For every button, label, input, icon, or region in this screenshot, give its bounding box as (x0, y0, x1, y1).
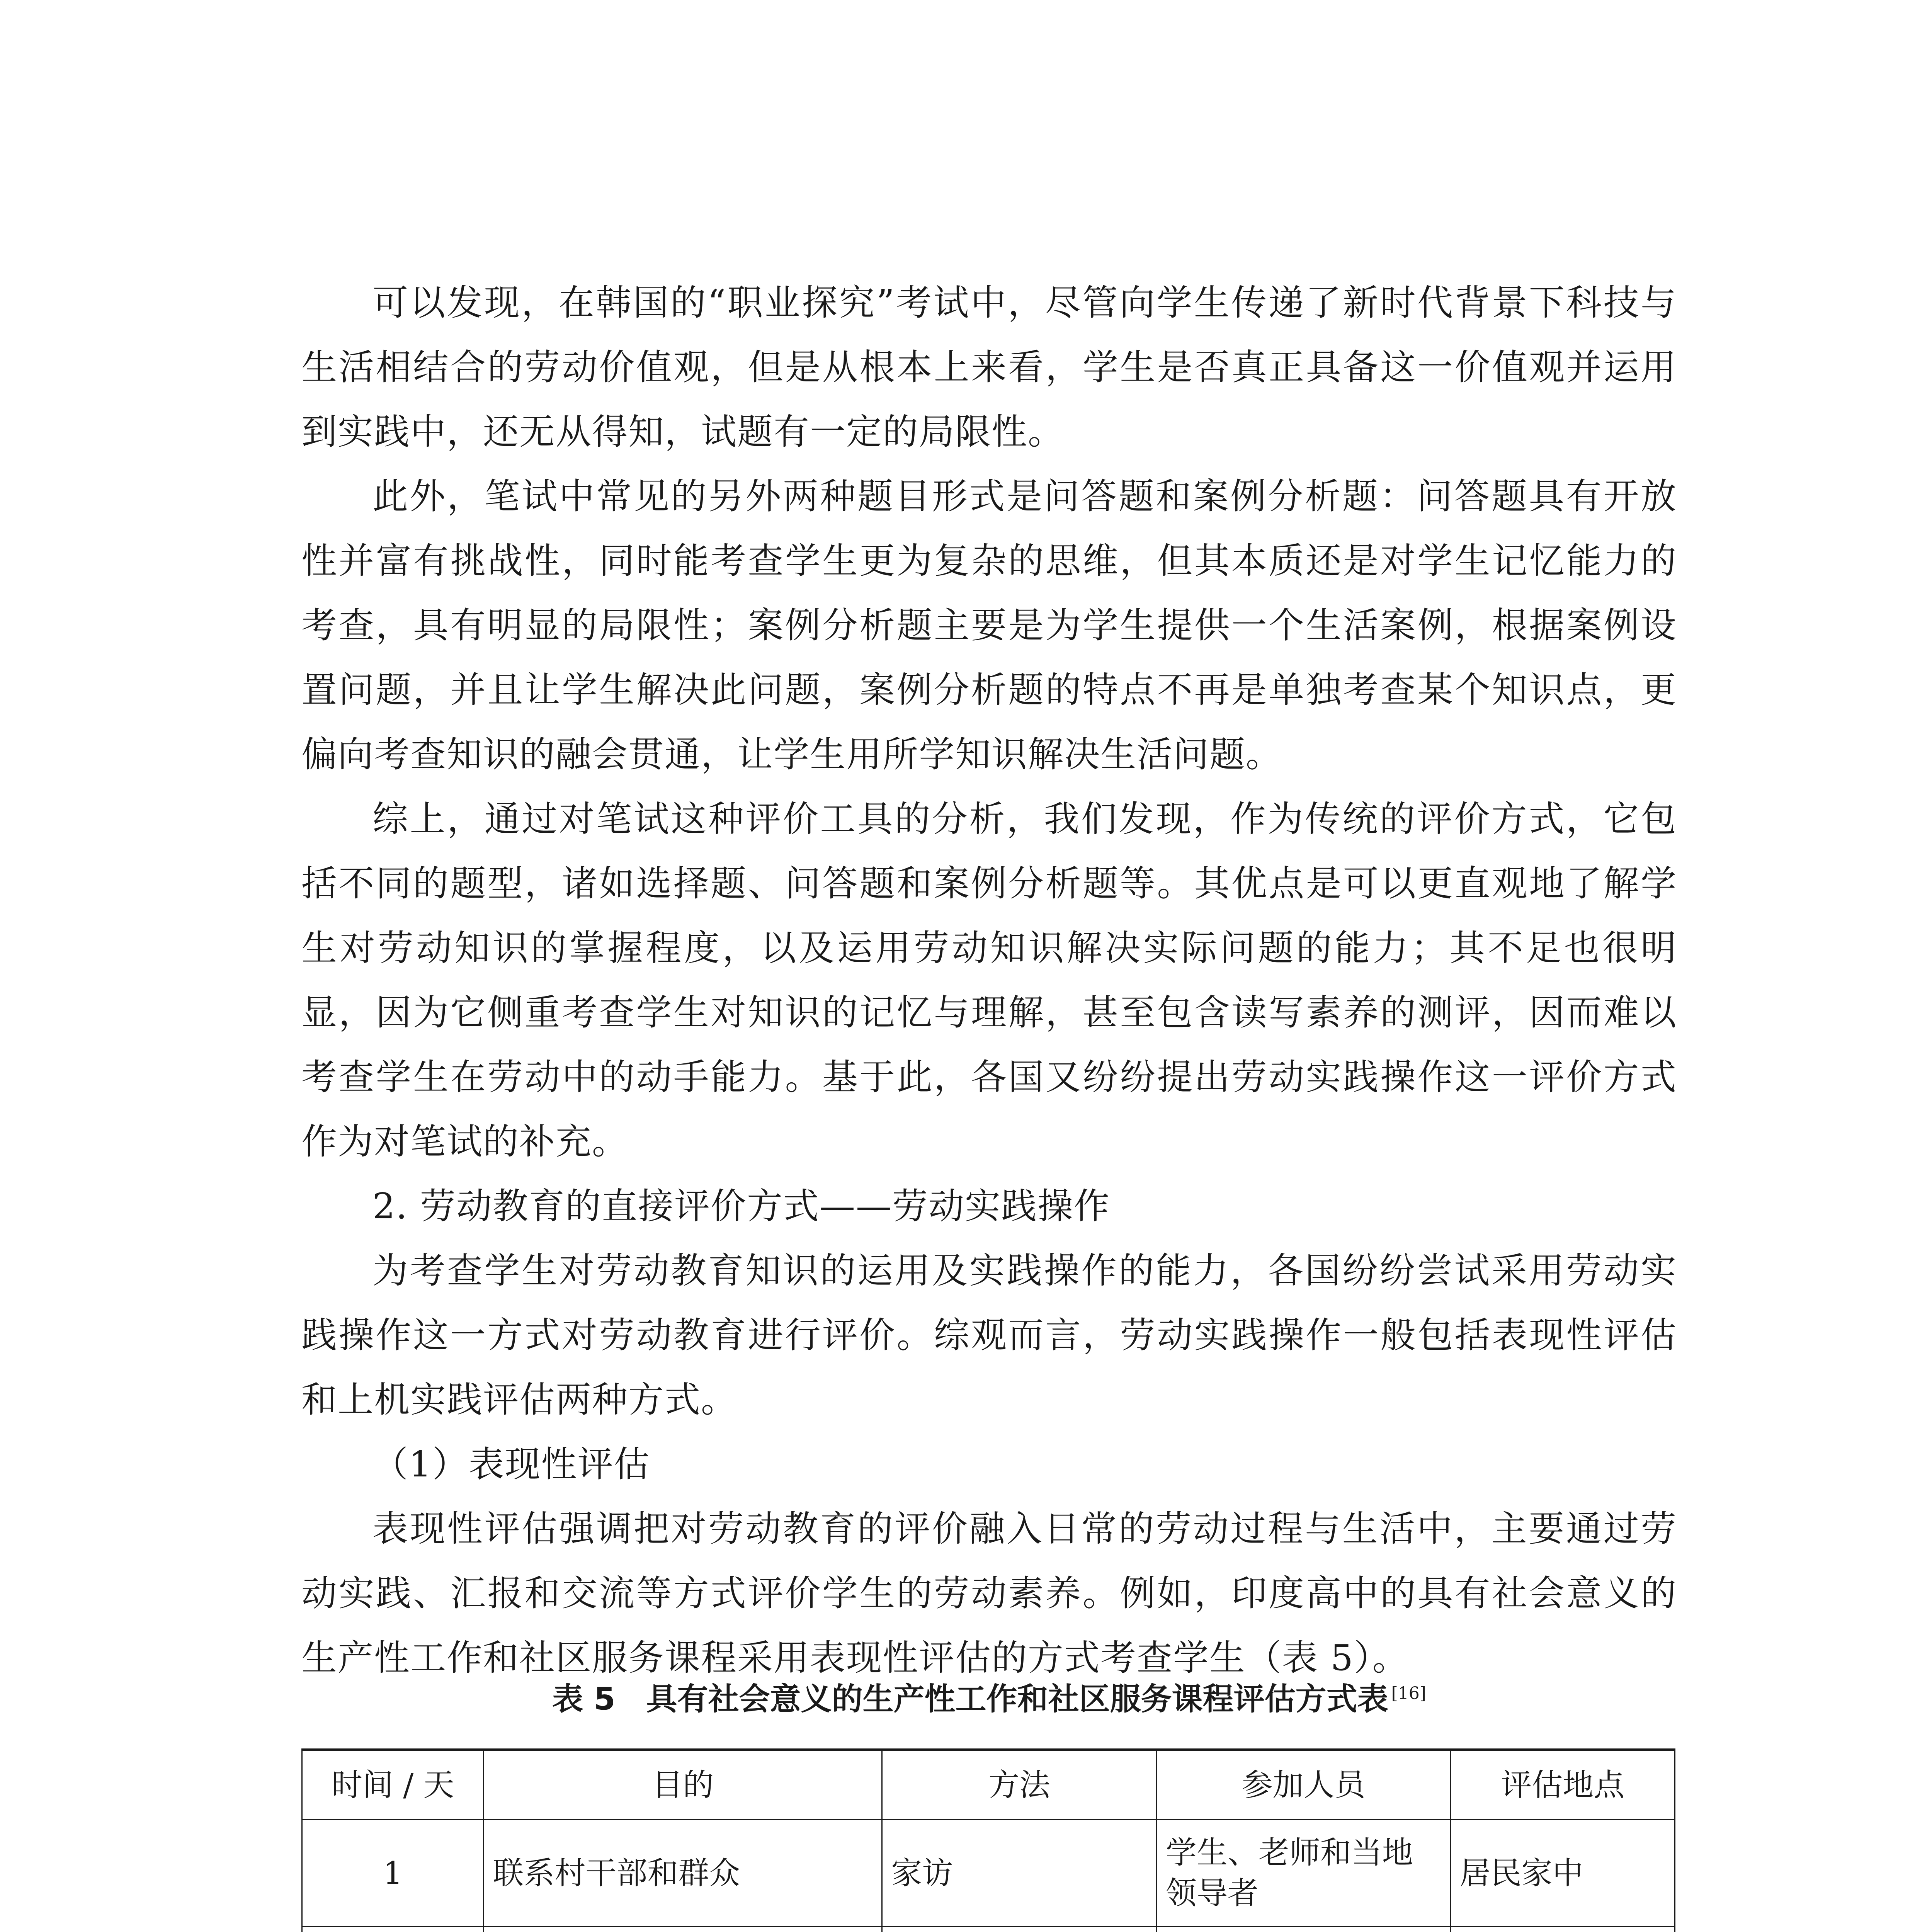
table-caption (301, 1672, 1677, 1721)
header-people: 参加人员 (1156, 1750, 1451, 1820)
header-day: 时间 / 天 (302, 1750, 484, 1820)
paragraph-1: 可以发现，在韩国的“职业探究”考试中，尽管向学生传递了新时代背景下科技与生活相结合的劳动价值观，但是从根本上来看，学生是否真正具备这一价值观并运用到实践中，还无从得知，试题有一定的局限性。 (301, 282, 1677, 452)
paragraph-2: 此外，笔试中常见的另外两种题目形式是问答题和案例分析题：问答题具有开放性并富有挑战性，同时能考查学生更为复杂的思维，但其本质还是对学生记忆能力的考查，具有明显的局限性；案例分析题主要是为学生提供一个生活案例，根据案例设置问题，并且让学生解决此问题，案例分析题的特点不再是单独考查某个知识点，更偏向考查知识的融会贯通，让学生用所学知识解决生活问题。 (301, 476, 1677, 775)
paragraph-5: 表现性评估强调把对劳动教育的评价融入日常的劳动过程与生活中，主要通过劳动实践、汇报和交流等方式评价学生的劳动素养。例如，印度高中的具有社会意义的生产性工作和社区服务课程采用表现性评估的方式考查学生（表 5）。 (301, 1508, 1677, 1679)
cell-purpose (484, 1927, 882, 1932)
section-heading-direct-evaluation: 2. 劳动教育的直接评价方式——劳动实践操作 (372, 1185, 1111, 1227)
paragraph-4: 为考查学生对劳动教育知识的运用及实践操作的能力，各国纷纷尝试采用劳动实践操作这一方式对劳动教育进行评价。综观而言，劳动实践操作一般包括表现性评估和上机实践评估两种方式。 (301, 1250, 1677, 1420)
header-place: 评估地点 (1451, 1750, 1675, 1820)
table-caption-text: 表 5 具有社会意义的生产性工作和社区服务课程评估方式表 (552, 1681, 1388, 1717)
body-text (301, 270, 1677, 1690)
cell-purpose: 联系村干部和群众 (484, 1820, 882, 1927)
header-method: 方法 (882, 1750, 1157, 1820)
table-row (302, 1820, 1675, 1927)
cell-method: 家访 (882, 1820, 1157, 1927)
cell-day: 1 (302, 1820, 484, 1927)
cell-people (1156, 1927, 1451, 1932)
assessment-table (301, 1748, 1675, 1932)
cell-method (882, 1927, 1157, 1932)
header-purpose: 目的 (484, 1750, 882, 1820)
paragraph-3: 综上，通过对笔试这种评价工具的分析，我们发现，作为传统的评价方式，它包括不同的题型，诸如选择题、问答题和案例分析题等。其优点是可以更直观地了解学生对劳动知识的掌握程度，以及运用劳动知识解决实际问题的能力；其不足也很明显，因为它侧重考查学生对知识的记忆与理解，甚至包含读写素养的测评，因而难以考查学生在劳动中的动手能力。基于此，各国又纷纷提出劳动实践操作这一评价方式作为对笔试的补充。 (301, 798, 1677, 1162)
cell-place: 居民家中 (1451, 1820, 1675, 1927)
cell-people: 学生、老师和当地领导者 (1156, 1820, 1451, 1927)
table-row (302, 1927, 1675, 1932)
table-caption-citation: [16] (1391, 1684, 1426, 1703)
subsection-heading-performance-assessment: （1）表现性评估 (372, 1444, 650, 1485)
cell-day (302, 1927, 484, 1932)
table-header-row (302, 1750, 1675, 1820)
cell-place (1451, 1927, 1675, 1932)
